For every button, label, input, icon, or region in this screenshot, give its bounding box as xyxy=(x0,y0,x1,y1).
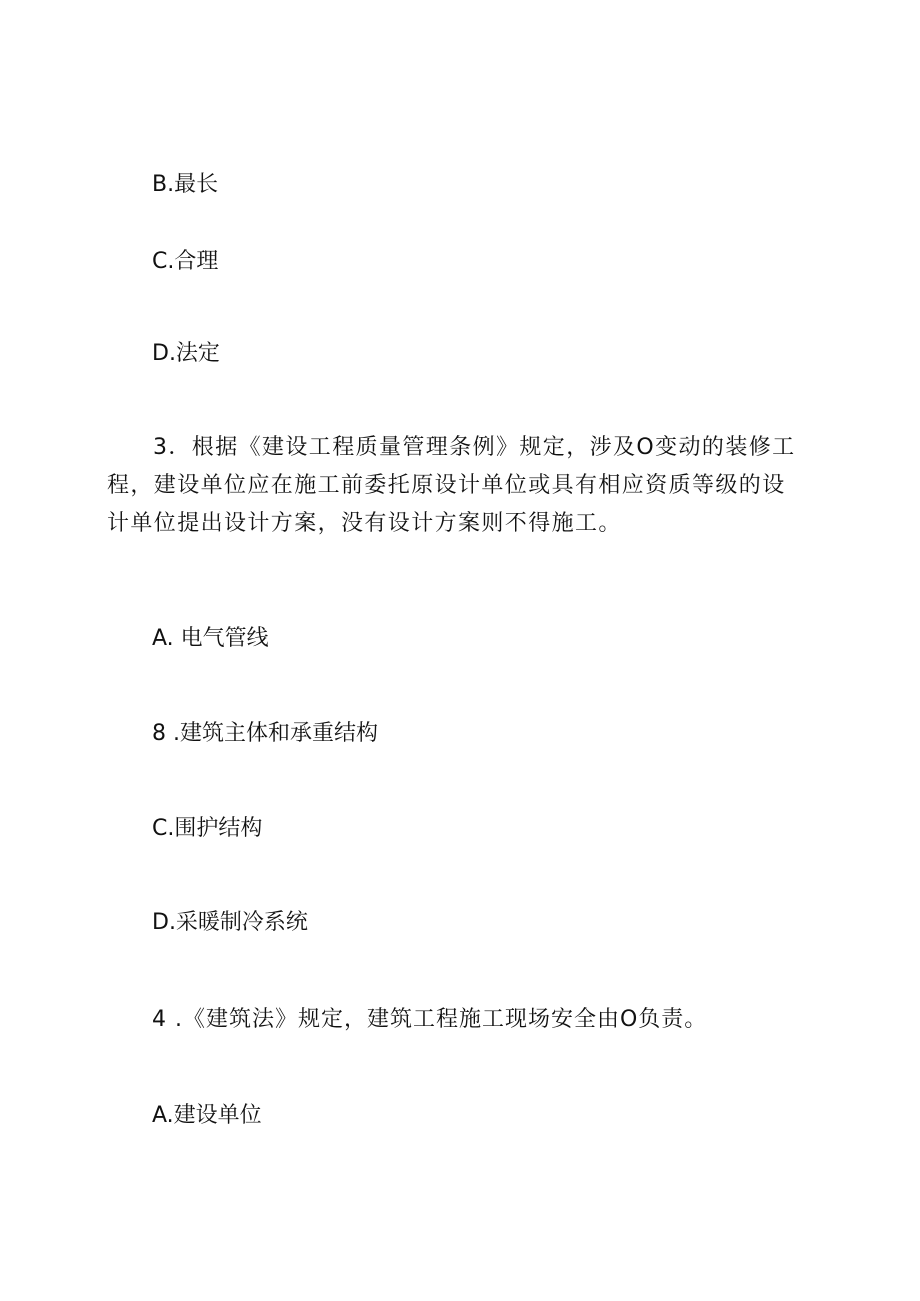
question-3-option-d: D.采暖制冷系统 xyxy=(152,910,308,935)
question-3: 3．根据《建设工程质量管理条例》规定，涉及O变动的装修工程，建设单位应在施工前委托原设计单位或具有相应资质等级的设计单位提出设计方案，没有设计方案则不得施工。 xyxy=(107,435,796,536)
question-3-option-c: C.围护结构 xyxy=(152,816,263,841)
question-4: 4 .《建筑法》规定，建筑工程施工现场安全由O负责。 xyxy=(152,1007,708,1032)
option-d-line: D.法定 xyxy=(152,341,220,366)
question-4-option-a: A.建设单位 xyxy=(152,1103,262,1128)
option-c-line: C.合理 xyxy=(152,249,219,274)
option-b-line: B.最长 xyxy=(152,172,219,197)
question-3-option-a: A. 电气管线 xyxy=(152,626,269,651)
question-3-option-b: 8 .建筑主体和承重结构 xyxy=(152,721,378,746)
